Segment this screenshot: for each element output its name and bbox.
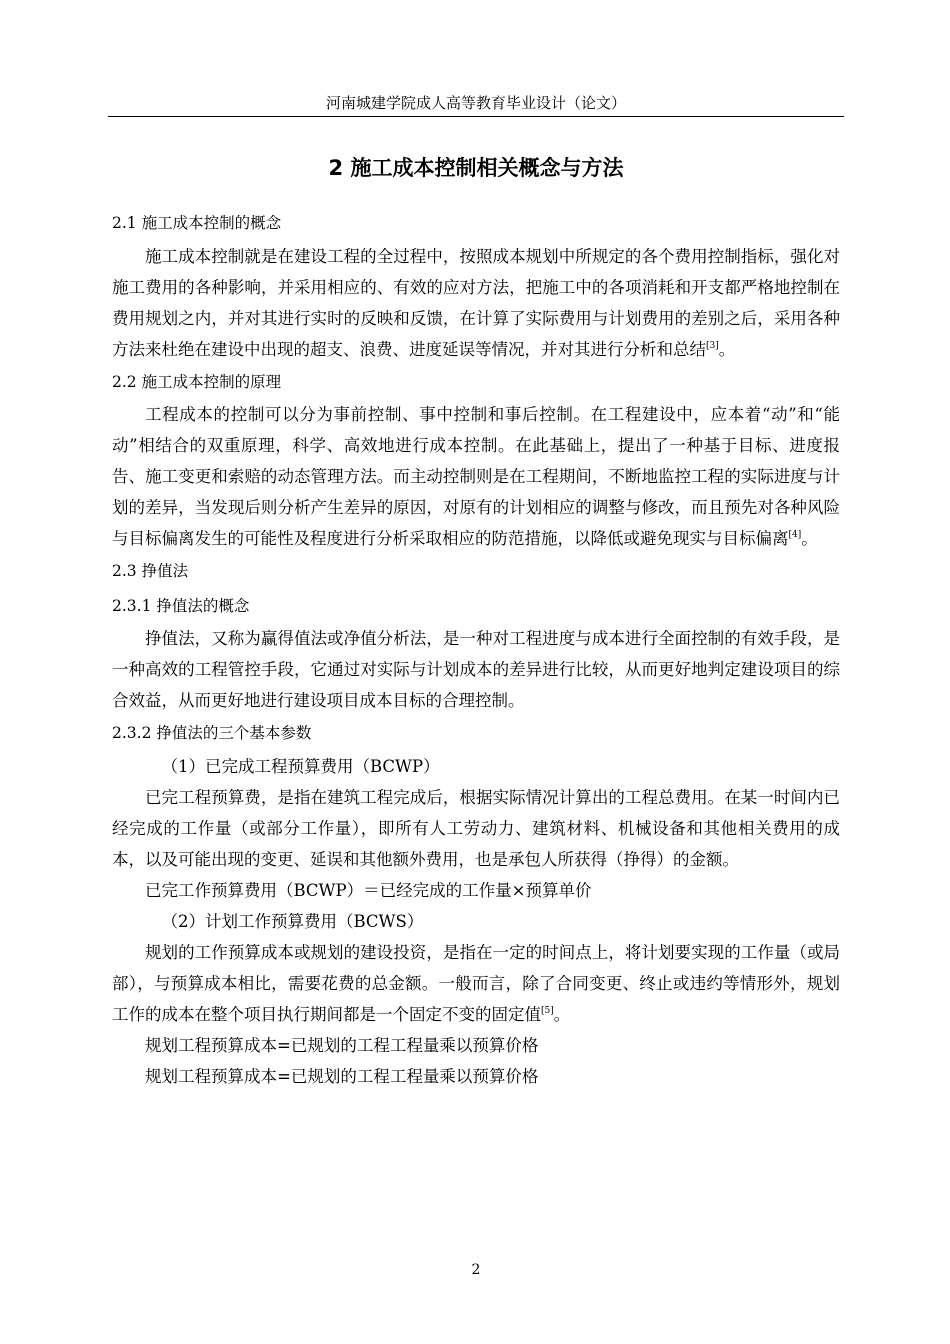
section-2-3-2-heading: 2.3.2 挣值法的三个基本参数 [112, 724, 312, 742]
item-2-paragraph [112, 937, 840, 1030]
formula-a: 规划工程预算成本=已规划的工程工程量乘以预算价格 [145, 1035, 539, 1055]
section-2-2-paragraph [112, 399, 840, 554]
section-2-2-end: 。 [801, 529, 818, 548]
item-2-end: 。 [553, 1004, 571, 1024]
page-header: 河南城建学院成人高等教育毕业设计（论文） [325, 94, 626, 112]
item-2-text: 规划的工作预算成本或规划的建设投资，是指在一定的时间点上，将计划要实现的工作量（或局部），与预算成本相比，需要花费的总金额。一般而言，除了合同变更、终止或违约等情形外，规划工作的成本在整个项目执行期间都是一个固定不变的固定值 [112, 942, 840, 1024]
section-2-1-paragraph [112, 241, 840, 365]
item-1-paragraph: 已完工程预算费，是指在建筑工程完成后，根据实际情况计算出的工程总费用。在某一时间内已经完成的工作量（或部分工作量），即所有人工劳动力、建筑材料、机械设备和其他相关费用的成本，以及可能出现的变更、延误和其他额外费用，也是承包人所获得（挣得）的金额。 [112, 787, 840, 869]
chapter-title: 2 施工成本控制相关概念与方法 [328, 156, 624, 180]
section-2-1-end: 。 [718, 339, 736, 359]
section-2-3-1-paragraph: 挣值法，又称为赢得值法或净值分析法，是一种对工程进度与成本进行全面控制的有效手段，是一种高效的工程管控手段，它通过对实际与计划成本的差异进行比较，从而更好地判定建设项目的综合效益，从而更好地进行建设项目成本目标的合理控制。 [112, 629, 840, 710]
section-2-2-text: 工程成本的控制可以分为事前控制、事中控制和事后控制。在工程建设中，应本着“动”和“能动”相结合的双重原理，科学、高效地进行成本控制。在此基础上，提出了一种基于目标、进度报告、施工变更和索赔的动态管理方法。而主动控制则是在工程期间，不断地监控工程的实际进度与计划的差异，当发现后则分析产生差异的原因，对原有的计划相应的调整与修改，而且预先对各种风险与目标偏离发生的可能性及程度进行分析采取相应的防范措施，以降低或避免现实与目标偏离 [112, 405, 840, 548]
section-2-3-heading: 2.3 挣值法 [112, 562, 189, 580]
section-2-2-heading: 2.2 施工成本控制的原理 [112, 372, 282, 391]
page-number: 2 [471, 1262, 481, 1278]
section-2-1-text: 施工成本控制就是在建设工程的全过程中，按照成本规划中所规定的各个费用控制指标，强化对施工费用的各种影响，并采用相应的、有效的应对方法，把施工中的各项消耗和开支都严格地控制在费用规划之内，并对其进行实时的反映和反馈，在计算了实际费用与计划费用的差别之后，采用各种方法来杜绝在建设中出现的超支、浪费、进度延误等情况，并对其进行分析和总结 [112, 246, 840, 359]
item-1-formula: 已完工作预算费用（BCWP）＝已经完成的工作量×预算单价 [145, 880, 592, 900]
item-2-title: （2）计划工作预算费用（BCWS） [161, 911, 424, 931]
section-2-1-heading: 2.1 施工成本控制的概念 [112, 214, 282, 232]
item-1-title: （1）已完成工程预算费用（BCWP） [161, 756, 440, 776]
citation-4: [4] [788, 530, 802, 540]
formula-b: 规划工程预算成本=已规划的工程工程量乘以预算价格 [145, 1066, 539, 1086]
document-body [112, 206, 840, 1092]
citation-5: [5] [541, 1005, 554, 1016]
header-rule [108, 116, 844, 117]
section-2-3-1-heading: 2.3.1 挣值法的概念 [112, 596, 250, 615]
citation-3: [3] [706, 340, 719, 351]
